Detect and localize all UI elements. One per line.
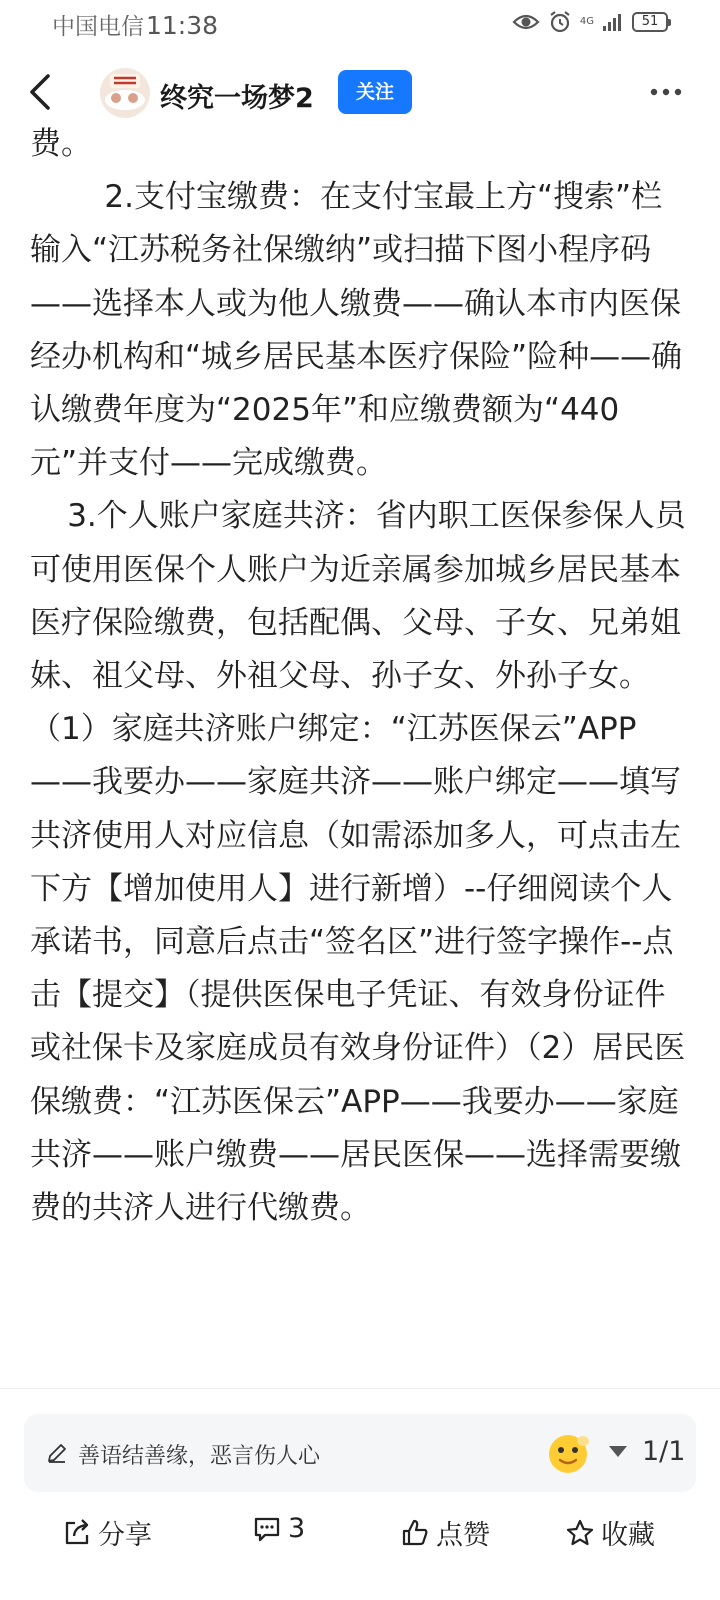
share-button[interactable] xyxy=(62,1513,152,1552)
page-indicator[interactable]: 1/1 xyxy=(642,1436,686,1467)
article-paragraph: 3.个人账户家庭共济：省内职工医保参保人员可使用医保个人账户为近亲属参加城乡居民基本医疗保险缴费，包括配偶、父母、子女、兄弟姐妹、祖父母、外祖父母、孙子女、外孙子女。 （1）家庭共济账户绑定：“江苏医保云”APP——我要办——家庭共济——账户绑定——填写共济使用人对应信息（如需添加多人，可点击左下方【增加使用人】进行新增）--仔细阅读个人承诺书，同意后点击“签名区”进行签字操作--点击【提交】（提供医保电子凭证、有效身份证件或社保卡及家庭成员有效身份证件）（2）居民医保缴费：“江苏医保云”APP——我要办——家庭共济——账户缴费——居民医保——选择需要缴费的共济人进行代缴费。 xyxy=(30,498,686,1227)
page-dropdown-icon[interactable] xyxy=(609,1446,627,1457)
article-fragment: 费。 xyxy=(30,126,92,162)
action-bar xyxy=(0,1505,720,1575)
like-button[interactable] xyxy=(400,1513,490,1552)
avatar-image xyxy=(100,68,150,118)
follow-button[interactable]: 关注 xyxy=(338,70,412,114)
author-name[interactable]: 终究一场梦2 xyxy=(160,83,314,114)
more-icon[interactable] xyxy=(648,80,684,104)
carrier-name: 中国电信 xyxy=(52,14,144,40)
comment-button[interactable] xyxy=(252,1513,305,1544)
favorite-button[interactable] xyxy=(565,1513,655,1552)
battery-icon: 51 xyxy=(632,12,668,32)
comment-count: 3 xyxy=(288,1513,306,1544)
edit-icon xyxy=(46,1442,68,1464)
signal-icon xyxy=(602,12,624,32)
share-icon xyxy=(62,1518,92,1548)
star-icon xyxy=(565,1518,595,1548)
back-icon[interactable] xyxy=(22,70,62,114)
system-icons xyxy=(512,10,668,34)
emoji-icon[interactable] xyxy=(544,1429,592,1477)
clock: 11:38 xyxy=(146,11,219,40)
status-bar xyxy=(0,0,720,48)
share-label: 分享 xyxy=(98,1520,152,1551)
comment-icon xyxy=(252,1514,282,1544)
article-paragraph: 2.支付宝缴费：在支付宝最上方“搜索”栏输入“江苏税务社保缴纳”或扫描下图小程序码——选择本人或为他人缴费——确认本市内医保经办机构和“城乡居民基本医疗保险”险种——确认缴费年度为“2025年”和应缴费额为“440元”并支付——完成缴费。 xyxy=(30,179,683,482)
favorite-label: 收藏 xyxy=(601,1520,655,1551)
comment-input-bar[interactable] xyxy=(24,1414,696,1492)
thumbs-up-icon xyxy=(400,1518,430,1548)
carrier-time xyxy=(52,8,218,41)
avatar[interactable] xyxy=(100,68,150,118)
comment-placeholder[interactable]: 善语结善缘，恶言伤人心 xyxy=(78,1444,321,1469)
article-body xyxy=(30,118,690,1235)
eye-icon xyxy=(512,12,540,32)
like-label: 点赞 xyxy=(436,1520,490,1551)
divider xyxy=(0,1388,720,1389)
network-type: 4G xyxy=(579,16,594,27)
alarm-icon xyxy=(548,10,572,34)
